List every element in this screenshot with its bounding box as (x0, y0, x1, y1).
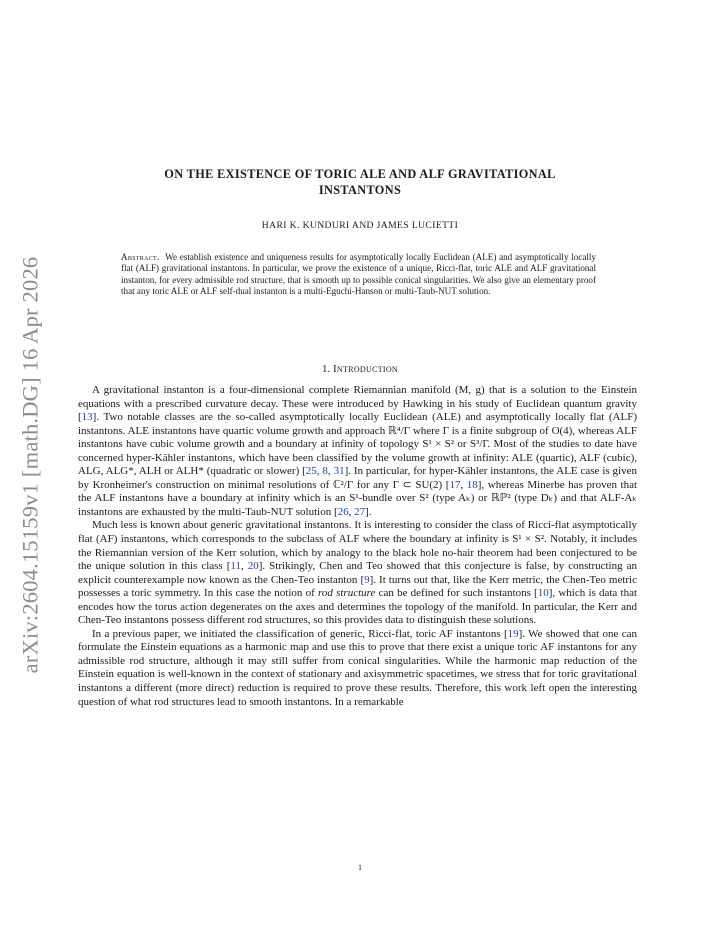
text-run: ], whereas Minerbe has proven that the ALF instantons have a boundary at infinity which is an S¹-bundle over S² (type Aₖ) or ℝℙ² (type Dₖ) and that ALF-Aₖ instantons are exhausted by the multi-Taub-NUT solution [ (78, 478, 638, 518)
citation-link[interactable]: 8 (322, 465, 328, 478)
citation-link[interactable]: 10 (537, 587, 549, 600)
text-run: In a previous paper, we initiated the classification of generic, Ricci-flat, toric AF instantons [ (92, 627, 508, 640)
section-heading (100, 363, 620, 375)
text-run: can be defined for such instantons [ (375, 587, 538, 600)
citation-separator: , (240, 560, 248, 573)
title-line-2: INSTANTONS (318, 183, 402, 197)
title-line-1: ON THE EXISTENCE OF TORIC ALE AND ALF GRAVITATIONAL (164, 167, 556, 181)
citation-link[interactable]: 25 (305, 465, 317, 478)
citation-link[interactable]: 27 (354, 505, 366, 518)
paragraph-3 (78, 628, 637, 709)
citation-link[interactable]: 13 (81, 411, 93, 424)
text-run: Much less is known about generic gravitational instantons. It is interesting to consider the class of Ricci-flat asymptotically flat (AF) instantons, which corresponds to the subclass of ALF where the boundary at infinity is S¹ × S². Notably, it includes the Riemannian version of the Kerr solution, which by analogy to the black hole no-hair theorem had been conjectured to be the unique solution in this class [ (78, 519, 637, 573)
paragraph-1 (78, 384, 637, 519)
section-title: Introduction (332, 363, 399, 375)
citation-link[interactable]: 9 (364, 573, 370, 586)
citation-link[interactable]: 20 (247, 560, 259, 573)
text-run: ]. Strikingly, Chen and Teo showed that this conjecture is false, by constructing an explicit counterexample now known as the Chen-Teo instanton [ (78, 560, 637, 586)
arxiv-id: arXiv:2604.15159v1 [math.DG] 16 Apr 2026 (17, 256, 43, 674)
section-number: 1. (321, 363, 331, 375)
author-list: HARI K. KUNDURI AND JAMES LUCIETTI (261, 220, 459, 231)
citation-link[interactable]: 18 (466, 478, 478, 491)
citation-link[interactable]: 26 (337, 505, 349, 518)
text-run: ]. In particular, for hyper-Kähler instantons, the ALE case is given by Kronheimer's construction on minimal resolutions of ℂ²/Γ for any Γ ⊂ SU(2) [ (78, 465, 637, 491)
text-run: ]. It turns out that, like the Kerr metric, the Chen-Teo metric possesses a toric symmetry. In this case the notion of (78, 573, 637, 600)
citation-separator: , (460, 478, 467, 491)
citation-link[interactable]: 11 (230, 560, 241, 573)
citation-link[interactable]: 17 (449, 478, 461, 491)
citation-link[interactable]: 19 (507, 627, 519, 640)
abstract-label: Abstract. (121, 252, 160, 262)
citation-separator: , (348, 505, 355, 518)
citation-link[interactable]: 31 (333, 465, 345, 478)
text-run: ]. (365, 505, 372, 518)
introduction-body (78, 384, 637, 709)
abstract (121, 252, 596, 297)
abstract-text: We establish existence and uniqueness results for asymptotically locally Euclidean (ALE) and asymptotically locally flat (ALF) gravitational instantons. In particular, we prove the existence of a unique, Ricci-flat, toric ALE and ALF gravitational instanton, for every admissible rod structure, that is smooth up to possible conical singularities. We also give an elementary proof that any toric ALE or ALF self-dual instanton is a multi-Eguchi-Hanson or multi-Taub-NUT solution. (121, 252, 596, 296)
paragraph-2 (78, 519, 637, 627)
arxiv-identifier-stamp (8, 240, 52, 690)
text-run: ], which is data that encodes how the torus action degenerates on the axes and determines the topology of the manifold. In particular, the Kerr and Chen-Teo instantons possess different rod structures, so this provides data to distinguish these solutions. (78, 587, 638, 627)
emphasized-term: rod structure (318, 587, 376, 600)
text-run: ]. Two notable classes are the so-called asymptotically locally Euclidean (ALE) and asymptotically locally flat (ALF) instantons. ALE instantons have quartic volume growth and approach ℝ⁴/Γ where Γ is a finite subgroup of O(4), whereas ALF instantons have cubic volume growth and a boundary at infinity of topology S¹ × S² or S³/Γ. Most of the studies to date have concerned hyper-Kähler instantons, which have been classified by the volume growth at infinity: ALE (quartic), ALF (cubic), ALG, ALG*, ALH or ALH* (quadratic or slower) [ (78, 411, 637, 478)
page-number: 1 (358, 863, 362, 872)
text-run: A gravitational instanton is a four-dimensional complete Riemannian manifold (M, g) that is a solution to the Einstein equations with a prescribed curvature decay. These were introduced by Hawking in his study of Euclidean quantum gravity [ (78, 384, 637, 424)
text-run: ]. We showed that one can formulate the Einstein equations as a harmonic map and use this to prove that there exist a unique toric AF instantons for any admissible rod structure, although it may still suffer from conical singularities. While the harmonic map reduction of the Einstein equation is well-known in the context of stationary and axisymmetric spacetimes, we stress that for toric gravitational instantons a different (more direct) reduction is required to prove these results. Therefore, this work left open the interesting question of what rod structures lead to smooth instantons. In a remarkable (78, 627, 637, 708)
citation-separator: , (327, 465, 334, 478)
citation-separator: , (316, 465, 323, 478)
paper-title (100, 166, 620, 198)
